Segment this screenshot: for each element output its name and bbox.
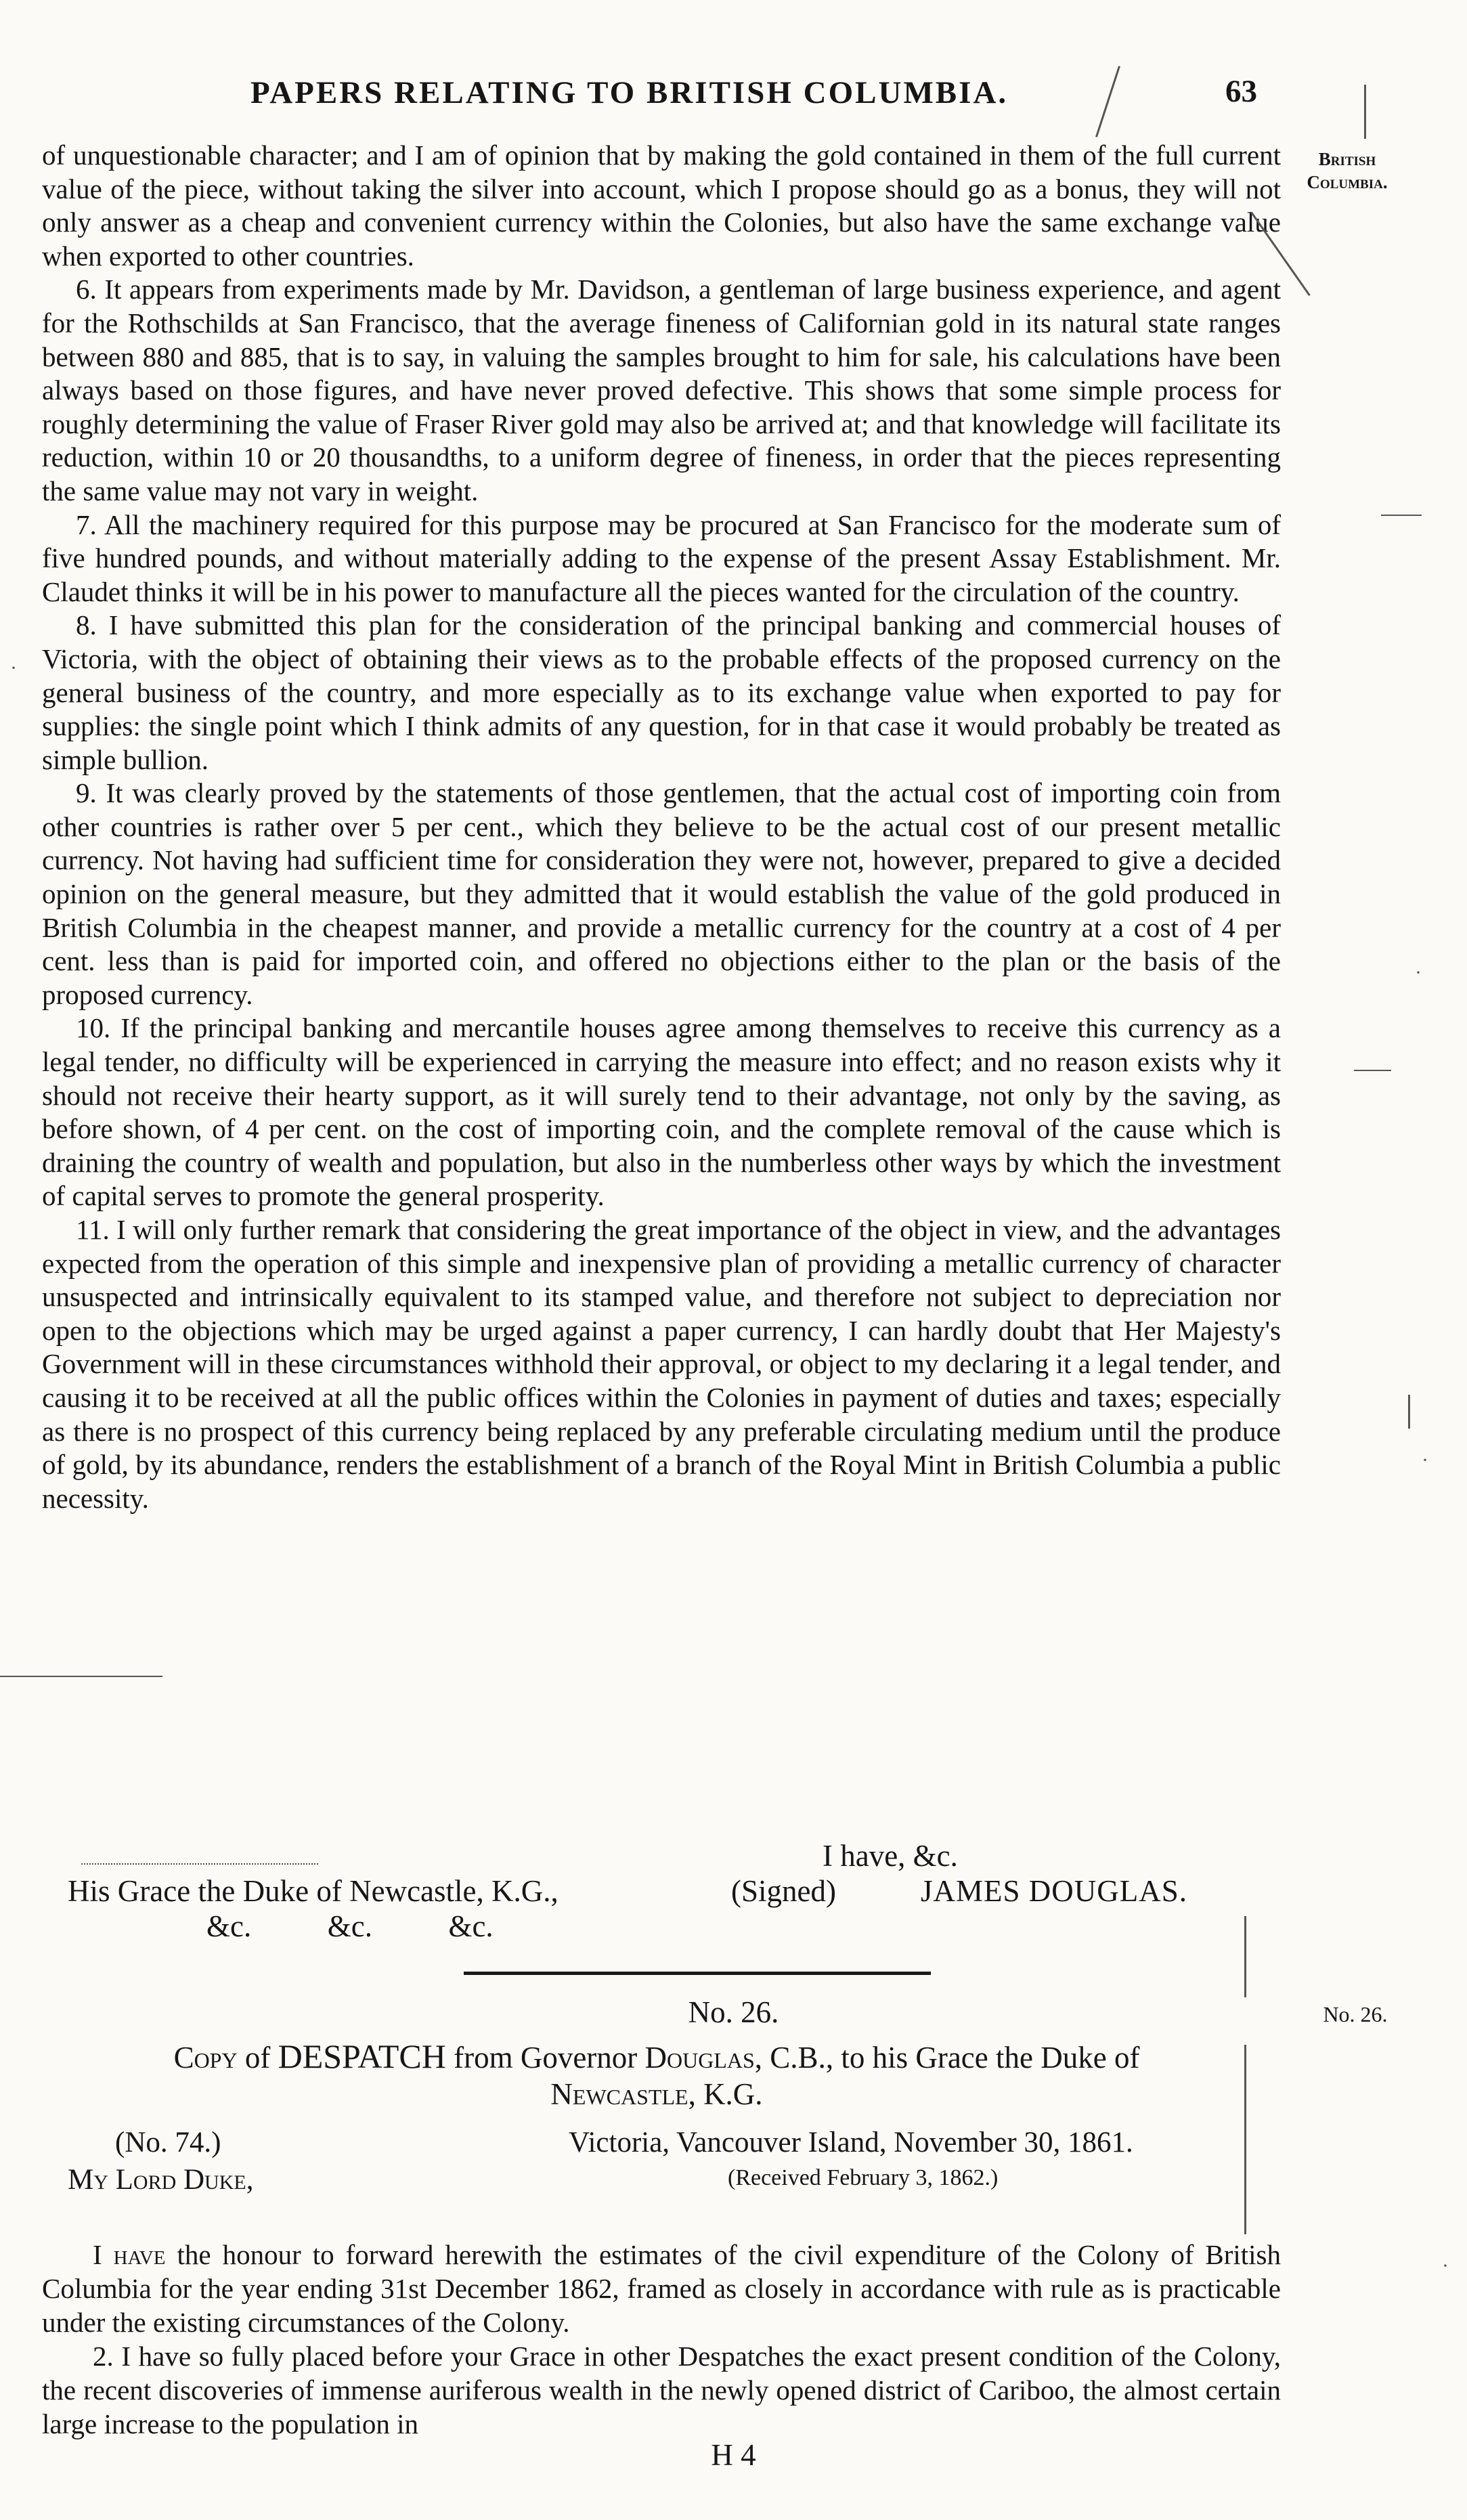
title-despatch: DESPATCH [278, 2037, 446, 2075]
running-title: PAPERS RELATING TO BRITISH COLUMBIA. [250, 75, 1009, 110]
para-lead: I have [93, 2239, 166, 2270]
despatch-salutation: My Lord Duke, [68, 2164, 254, 2196]
title-governor: Douglas [644, 2041, 755, 2074]
closing-i-have: I have, &c. [823, 1839, 958, 1873]
margin-note-british-columbia: British Columbia. [1307, 149, 1388, 192]
closing-addressee: His Grace the Duke of Newcastle, K.G., [68, 1874, 559, 1908]
scan-speck: · [1422, 1449, 1428, 1471]
despatch-title [61, 2038, 1252, 2112]
despatch-number: No. 26. [688, 1995, 779, 2029]
title-cb: , C.B., to his Grace the Duke of [754, 2041, 1140, 2074]
page-number: 63 [1225, 74, 1257, 109]
margin-note-despatch-number: No. 26. [1323, 2002, 1388, 2026]
paragraph-continued: of unquestionable character; and I am of opinion that by making the gold contained in them of the full current value of the piece, without taking the silver into account, which I propose should go as a bonus, they will not only answer as a cheap and convenient currency within the Colonies, but also have the same exchange value when exported to other countries. [42, 139, 1281, 271]
title-kg: , K.G. [688, 2077, 763, 2111]
title-copy: Copy [173, 2041, 238, 2074]
despatch-paragraph-2: 2. I have so fully placed before your Grace in other Despatches the exact present condition of the Colony, the recent discoveries of immense auriferous wealth in the newly opened district of Cariboo, the almost certain large increase to the population in [42, 2341, 1281, 2439]
closing-signed: (Signed) [731, 1874, 836, 1908]
body-text [42, 139, 1281, 1515]
paragraph-9: 9. It was clearly proved by the statements of those gentlemen, that the actual cost of importing coin from other countries is rather over 5 per cent., which they believe to be the actual cost of our present metallic currency. Not having had sufficient time for consideration they were not, however, prepared to give a decided opinion on the general measure, but they admitted that it would establish the value of the gold produced in British Columbia in the cheapest manner, and provide a metallic currency for the country at a cost of 4 per cent. less than is paid for imported coin, and offered no objections either to the plan or the basis of the proposed currency. [42, 777, 1281, 1010]
scan-speck: · [1442, 2255, 1449, 2277]
despatch-received: (Received February 3, 1862.) [728, 2165, 999, 2190]
paragraph-6: 6. It appears from experiments made by Mr. Davidson, a gentleman of large business experience, and agent for the Rothschilds at San Francisco, that the average fineness of Californian gold in its natural state ranges between 880 and 885, that is to say, in valuing the samples brought to him for sale, his calculations have been always based on those figures, and have never proved defective. This shows that some simple process for roughly determining the value of Fraser River gold may also be arrived at; and that knowledge will facilitate its reduction, within 10 or 20 thousandths, to a uniform degree of fineness, in order that the pieces representing the same value may not vary in weight. [42, 274, 1281, 506]
paragraph-7: 7. All the machinery required for this purpose may be procured at San Francisco for the moderate sum of five hundred pounds, and without materially adding to the expense of the present Assay Establishment. Mr. Claudet thinks it will be in his power to manufacture all the pieces wanted for the circulation of the country. [42, 508, 1281, 607]
despatch-ref-number: (No. 74.) [115, 2127, 221, 2158]
title-duke: Newcastle [550, 2077, 688, 2111]
title-from: from Governor [454, 2041, 638, 2074]
paragraph-11: 11. I will only further remark that considering the great importance of the object in view, and the advantages expected from the operation of this simple and inexpensive plan of providing a metallic currency of character unsuspected and intrinsically equivalent to its stamped value, and therefore not subject to depreciation nor open to the objections which may be urged against a paper currency, I can hardly doubt that Her Majesty's Government will in these circumstances withhold their approval, or object to my declaring it a legal tender, and causing it to be received at all the public offices within the Colonies in payment of duties and taxes; especially as there is no prospect of this currency being replaced by any preferable circulating medium until the produce of gold, by its abundance, renders the establishment of a branch of the Royal Mint in British Columbia a public necessity. [42, 1214, 1281, 1514]
despatch-place-date: Victoria, Vancouver Island, November 30, 1861. [569, 2127, 1133, 2158]
title-of: of [244, 2041, 271, 2074]
closing-etc: &c. &c. &c. [206, 1909, 494, 1943]
paragraph-10: 10. If the principal banking and mercantile houses agree among themselves to receive this currency as a legal tender, no difficulty will be experienced in carrying the measure into effect; and no reason exists why it should not receive their hearty support, as it will surely tend to their advantage, not only by the saving, as before shown, of 4 per cent. on the cost of importing coin, and the complete removal of the cause which is draining the country of wealth and population, but also in the numberless other ways by which the investment of capital serves to promote the general prosperity. [42, 1012, 1281, 1212]
despatch-paragraph-1 [42, 2238, 1281, 2339]
printer-signature-mark: H 4 [711, 2438, 756, 2472]
pencil-mark [1244, 1916, 1246, 1997]
section-divider [464, 1972, 931, 1975]
despatch-body [42, 2238, 1281, 2441]
pencil-mark [1408, 1395, 1410, 1429]
pencil-mark [1381, 515, 1422, 516]
pencil-mark [1364, 85, 1366, 139]
para-1-text: the honour to forward herewith the estimates of the civil expenditure of the Colony of British Columbia for the year ending 31st December 1862, framed as closely in accordance with rule as is practicable under the existing circumstances of the Colony. [42, 2239, 1281, 2338]
scan-speck: · [10, 657, 17, 679]
scan-speck: · [1415, 961, 1422, 984]
paragraph-8: 8. I have submitted this plan for the consideration of the principal banking and commercial houses of Victoria, with the object of obtaining their views as to the probable effects of the proposed currency on the general business of the country, and more especially as to its exchange value when exported to pay for supplies: the single point which I think admits of any question, for in that case it would probably be treated as simple bullion. [42, 609, 1281, 775]
pencil-mark [1354, 1070, 1391, 1071]
pencil-mark [0, 1676, 162, 1677]
closing-signer: JAMES DOUGLAS. [921, 1874, 1188, 1908]
closing-block [47, 1838, 1266, 1943]
page-header [47, 68, 1401, 129]
pencil-mark [1244, 2045, 1246, 2234]
